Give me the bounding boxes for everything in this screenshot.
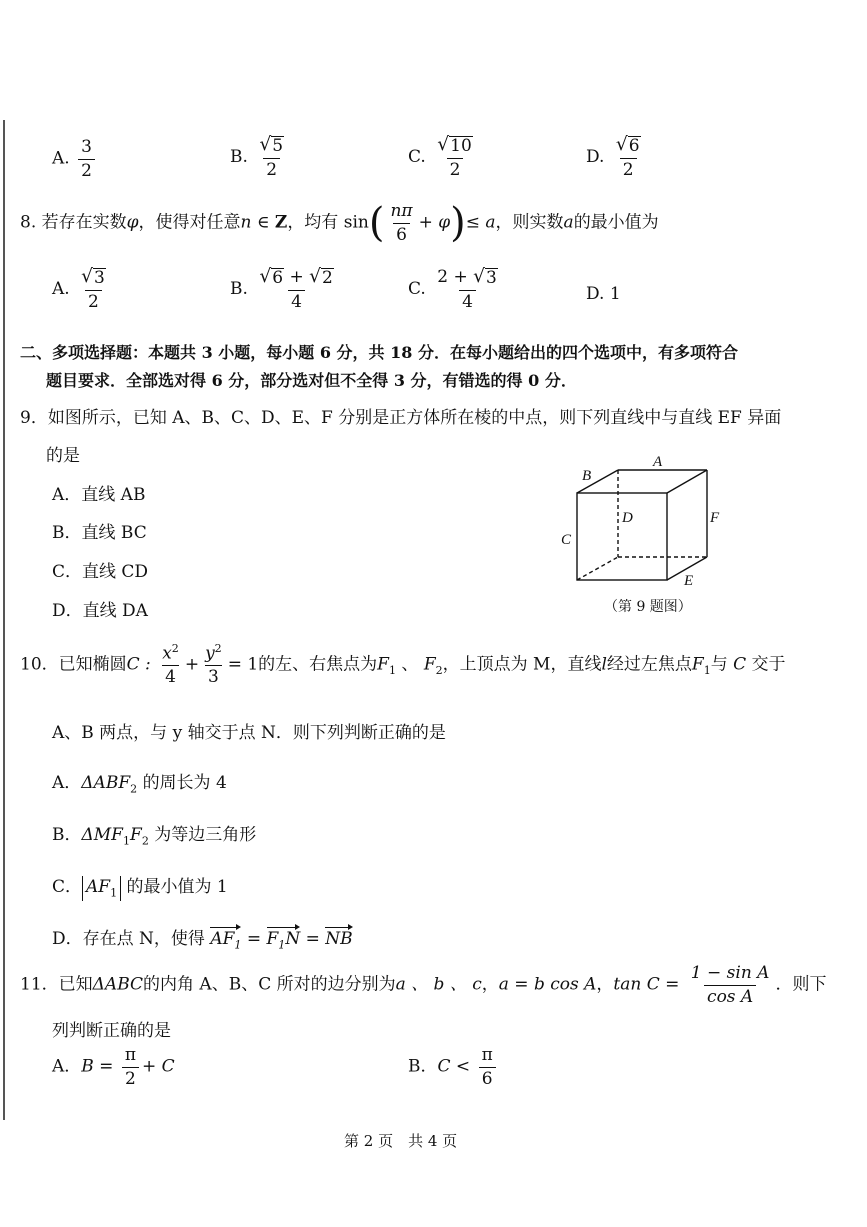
- q11-option-a: A．B = $\frac{\pi}{2}$ + C: [52, 1045, 175, 1089]
- q9-option-b: B．直线 BC: [52, 523, 147, 543]
- q11-option-b: B．C < $\frac{\pi}{6}$: [408, 1046, 499, 1088]
- section2-heading-line1: 二、多项选择题：本题共 3 小题，每小题 6 分，共 18 分．在每小题给出的四个选项中，有多项符合: [20, 343, 738, 362]
- label-a: A: [653, 454, 663, 470]
- q7-option-d: D. √ 6 2: [586, 134, 640, 180]
- page-footer: 第 2 页 共 4 页: [344, 1132, 458, 1150]
- figure-caption: （第 9 题图）: [604, 599, 692, 615]
- label-f: F: [710, 510, 720, 526]
- q7-option-b: B. √ 5 2: [230, 134, 284, 180]
- q11-stem-line1: 11．已知ΔABC的内角 A、B、C 所对的边分别为a 、 b 、 c，a = b cos A，tan C = $\frac{\text{1 − sin A}}{\text{cos A}}$ ．则下: [20, 963, 827, 1007]
- q7-option-c: C. √ 10 2: [408, 134, 472, 180]
- q9-option-c: C．直线 CD: [52, 562, 149, 582]
- q8-option-a: A. √ 3 2: [52, 266, 105, 312]
- section2-heading-line2: 题目要求．全部选对得 6 分，部分选对但不全得 3 分，有错选的得 0 分．: [46, 371, 577, 390]
- q8-option-c: C. 2 + √ 3 4: [408, 266, 497, 312]
- q10-option-c: C． $AF_1$ 的最小值为 1: [52, 877, 228, 900]
- q10-option-b: B．$\Delta MF_1F_2$ 为等边三角形: [52, 825, 257, 848]
- q8-stem: 8. 若存在实数φ，使得对任意n ∈ Z，均有 sin( $\frac{n\pi}{6}$ + φ)≤ a，则实数a的最小值为: [20, 200, 659, 247]
- q9-stem-line2: 的是: [46, 446, 80, 466]
- cube-front-face: [577, 493, 667, 580]
- q9-stem-line1: 9．如图所示，已知 A、B、C、D、E、F 分别是正方体所在棱的中点，则下列直线中与直线 EF 异面: [20, 408, 782, 428]
- q10-option-d: D．存在点 N，使得 $AF_1 = F_1N$ = NB: [52, 924, 353, 951]
- fraction: $\frac{3}{2}$: [78, 138, 95, 180]
- binding-line: [3, 120, 5, 1120]
- cube-figure: [550, 450, 750, 620]
- label-c: C: [561, 532, 572, 548]
- label-d: D: [622, 510, 633, 526]
- q10-stem-line2: A、B 两点，与 y 轴交于点 N．则下列判断正确的是: [52, 723, 446, 743]
- q8-option-b: B. √ 6 + √ 2 4: [230, 266, 333, 312]
- label-e: E: [684, 573, 694, 589]
- q9-option-d: D．直线 DA: [52, 601, 148, 621]
- q10-stem-line1: 10．已知椭圆C : $\frac{x^2}{4}$ + $\frac{y^2}{3}$ = 1的左、右焦点为$F_1$ 、 $F_2$，上顶点为 M，直线l经过左焦点$F_1$与 C 交于: [20, 642, 786, 688]
- q8-option-d: D. 1: [586, 284, 621, 304]
- label-b: B: [582, 468, 592, 484]
- q9-option-a: A．直线 AB: [52, 485, 146, 505]
- q11-stem-line2: 列判断正确的是: [52, 1021, 171, 1041]
- q10-option-a: A．$\Delta ABF_2$ 的周长为 4: [52, 773, 227, 796]
- q7-option-a: A. $\frac{3}{2}$: [52, 138, 98, 180]
